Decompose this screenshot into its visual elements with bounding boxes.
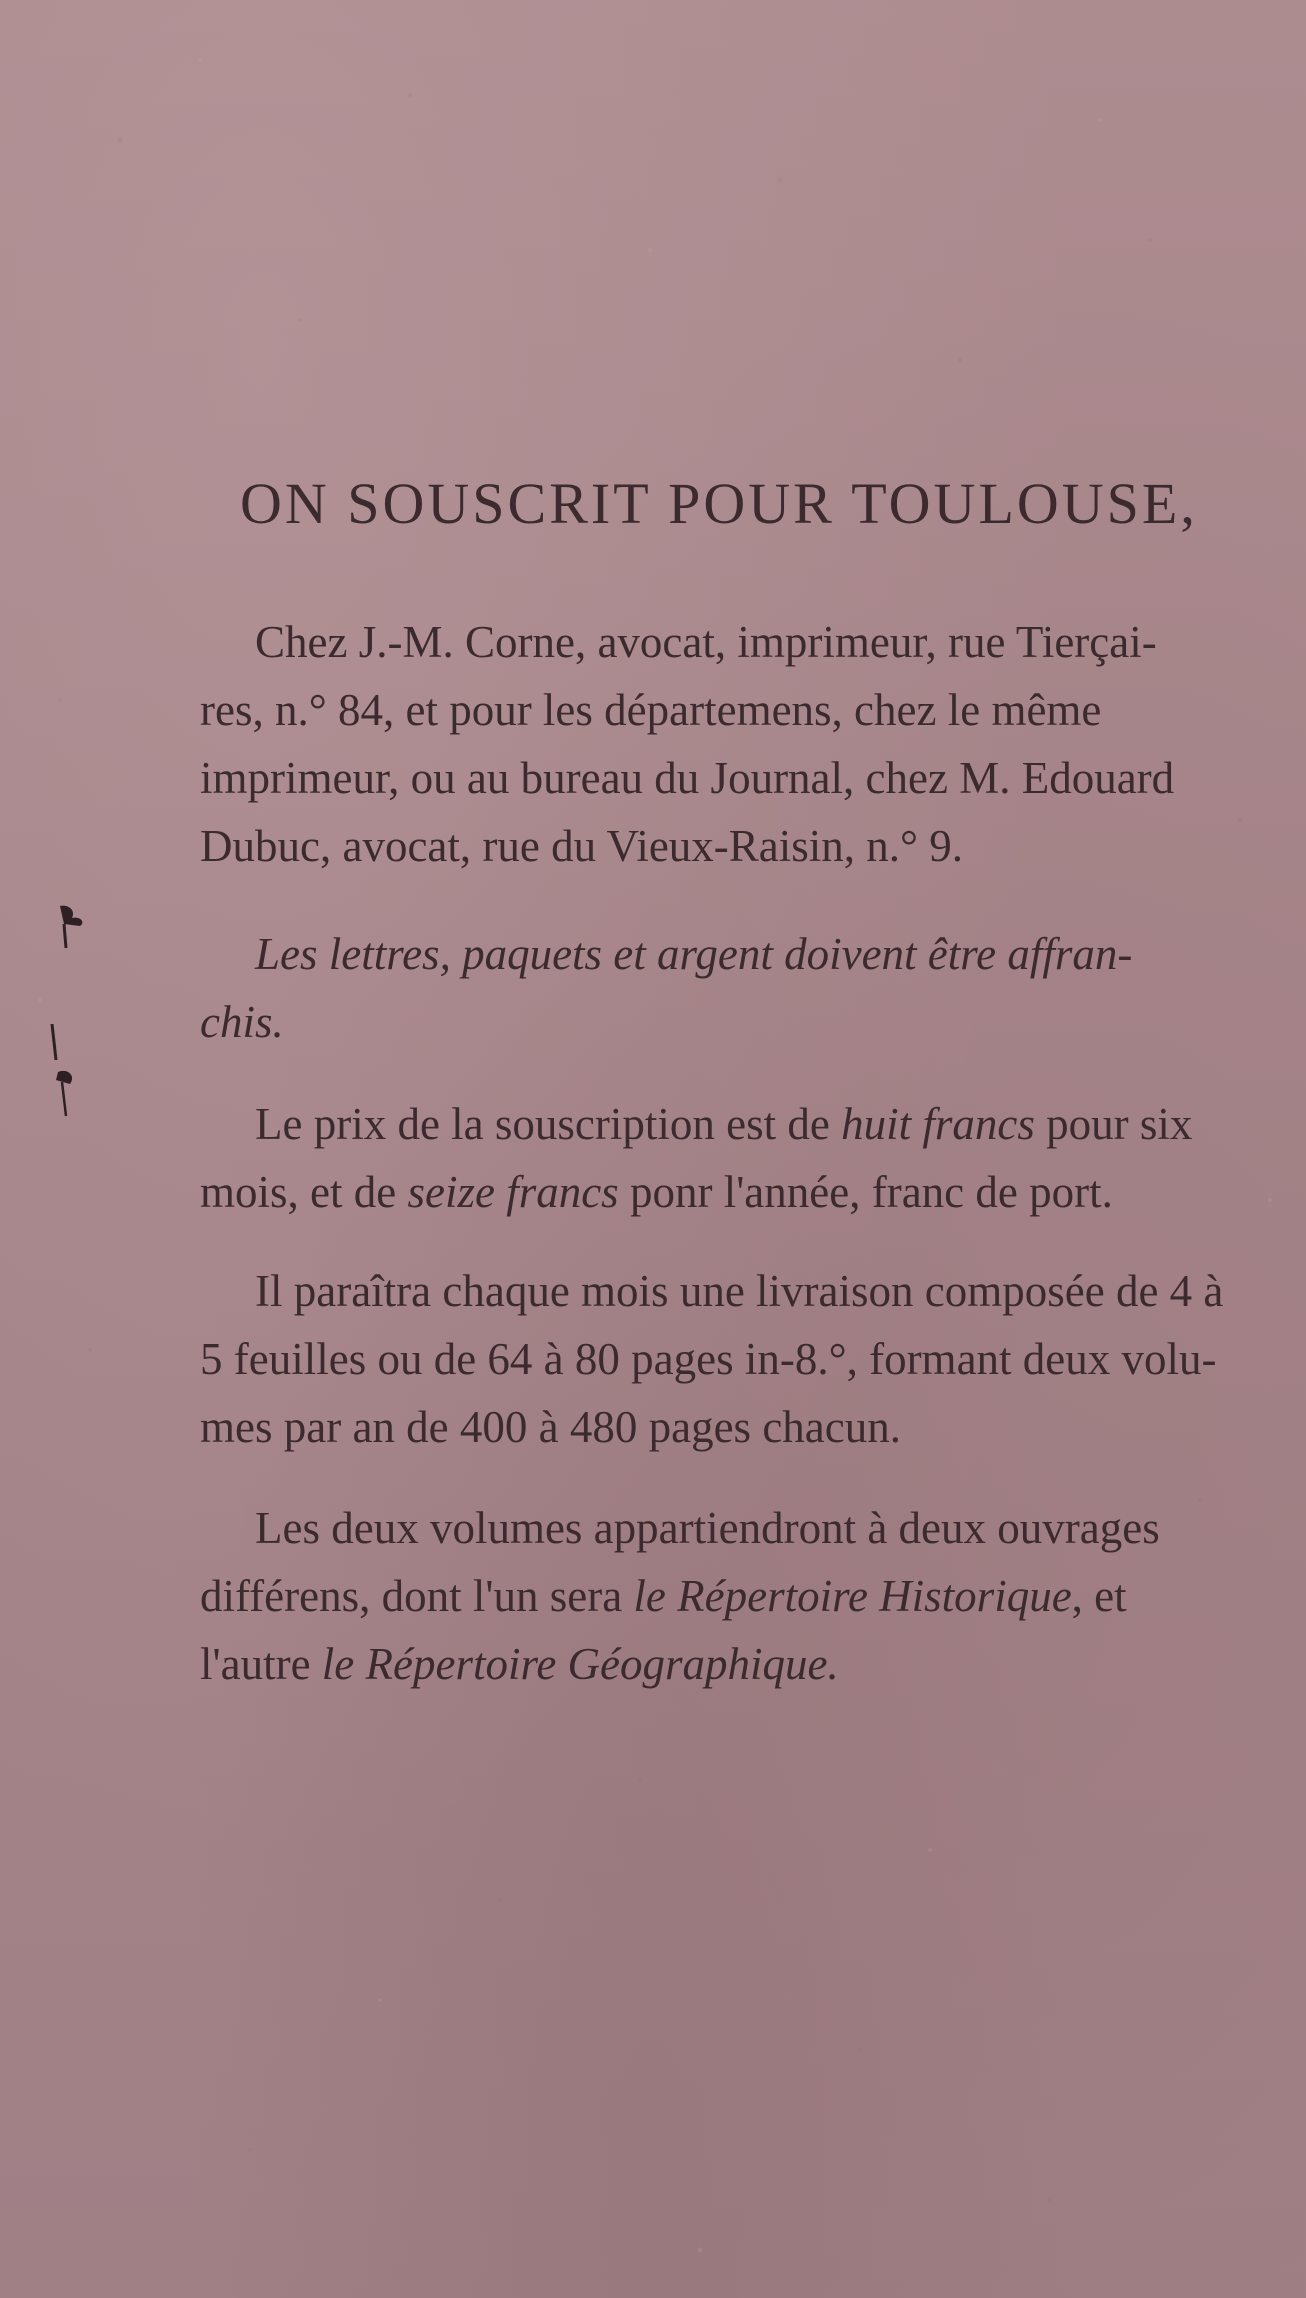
text-run: pour six	[1034, 1099, 1193, 1149]
paragraph-publication-schedule	[200, 1257, 1224, 1461]
text-run-italic: le Répertoire Historique	[633, 1571, 1072, 1621]
paragraph-subscription-address	[200, 608, 1210, 880]
text-line: mes par an de 400 à 480 pages chacun.	[200, 1402, 901, 1452]
paragraph-postage-note	[200, 920, 1210, 1056]
text-line: Il paraîtra chaque mois une livraison composée de 4 à	[255, 1266, 1224, 1316]
text-line: Dubuc, avocat, rue du Vieux-Raisin, n.° 9.	[200, 821, 964, 871]
text-line: Chez J.-M. Corne, avocat, imprimeur, rue Tierçai-	[255, 617, 1157, 667]
text-run: différens, dont l'un sera	[200, 1571, 634, 1621]
paragraph-subscription-price	[200, 1090, 1210, 1226]
text-run: Le prix de la souscription est de	[255, 1099, 842, 1149]
text-run: mois, et de	[200, 1167, 408, 1217]
text-line: Les deux volumes appartiendront à deux ouvrages	[255, 1503, 1160, 1553]
text-line: 5 feuilles ou de 64 à 80 pages in-8.°, formant deux volu-	[200, 1334, 1217, 1384]
text-run: l'autre	[200, 1639, 322, 1689]
text-run: , et	[1071, 1571, 1127, 1621]
text-line	[200, 1630, 1210, 1698]
text-line	[200, 1158, 1210, 1226]
page-heading: ON SOUSCRIT POUR TOULOUSE,	[240, 471, 1198, 536]
text-line	[200, 1562, 1210, 1630]
text-line: Les lettres, paquets et argent doivent être affran-	[255, 929, 1133, 979]
text-run-italic: le Répertoire Géographique.	[321, 1639, 839, 1689]
text-line: imprimeur, ou au bureau du Journal, chez M. Edouard	[200, 753, 1175, 803]
text-line: res, n.° 84, et pour les départemens, chez le même	[200, 685, 1102, 735]
margin-ornament-icon	[42, 900, 92, 960]
text-run: ponr l'année, franc de port.	[618, 1167, 1113, 1217]
paragraph-volumes	[200, 1494, 1210, 1698]
text-line: chis.	[200, 997, 284, 1047]
text-line	[200, 1090, 1210, 1158]
margin-pen-mark-icon	[42, 1020, 92, 1130]
text-run-italic: seize francs	[407, 1167, 619, 1217]
text-run-italic: huit francs	[841, 1099, 1035, 1149]
